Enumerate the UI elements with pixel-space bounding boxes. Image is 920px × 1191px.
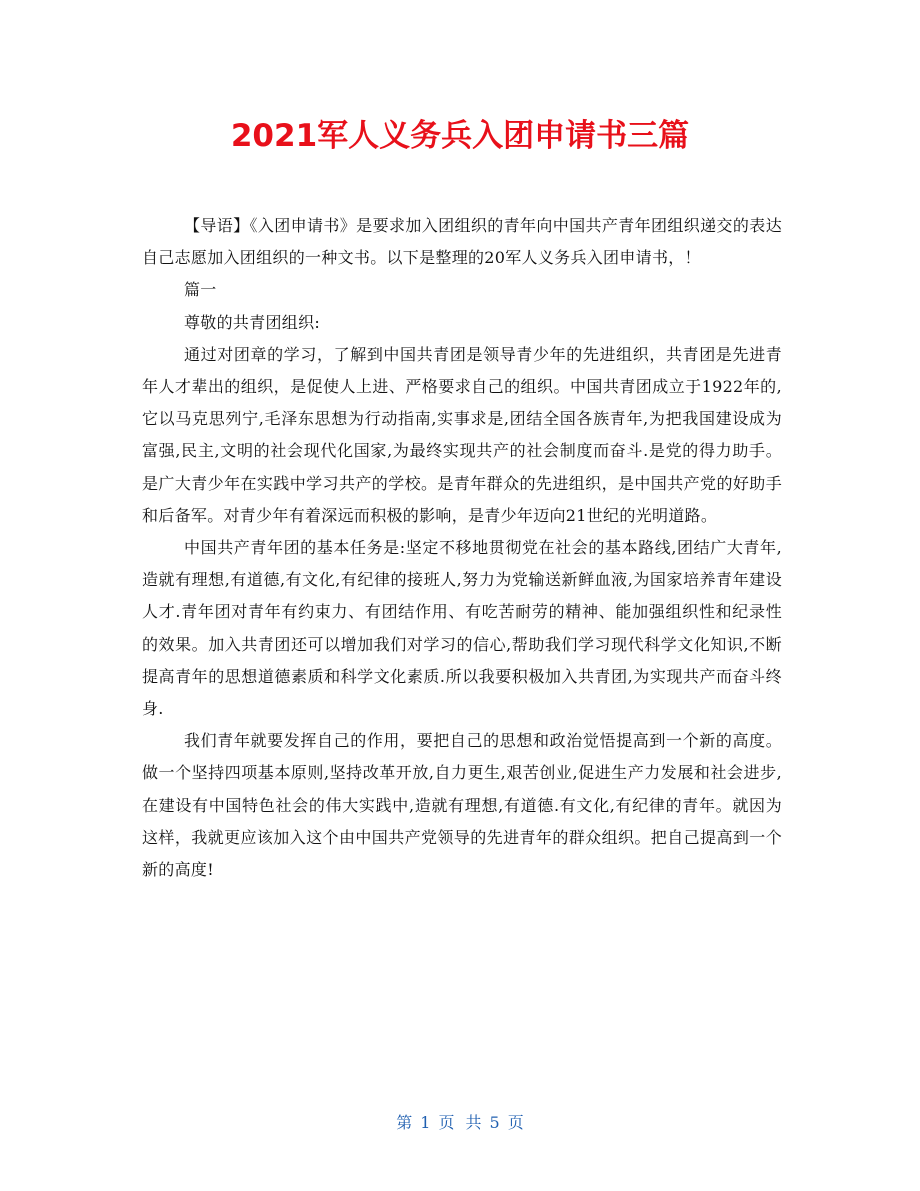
- document-body: [142, 210, 782, 886]
- body-paragraph: 通过对团章的学习，了解到中国共青团是领导青少年的先进组织，共青团是先进青年人才辈出的组织，是促使人上进、严格要求自己的组织。中国共青团成立于1922年的,它以马克思列宁,毛泽东思想为行动指南,实事求是,团结全国各族青年,为把我国建设成为富强,民主,文明的社会现代化国家,为最终实现共产的社会制度而奋斗.是党的得力助手。是广大青少年在实践中学习共产的学校。是青年群众的先进组织，是中国共产党的好助手和后备军。对青少年有着深远而积极的影响，是青少年迈向21世纪的光明道路。: [142, 344, 782, 525]
- document-title: 2021军人义务兵入团申请书三篇: [230, 118, 690, 154]
- page-label-suffix: 页: [507, 1113, 524, 1132]
- intro-paragraph: 【导语】《入团申请书》是要求加入团组织的青年向中国共产青年团组织递交的表达自己志愿加入团组织的一种文书。以下是整理的20军人义务兵入团申请书，！: [142, 216, 782, 268]
- page-number-current: 1: [420, 1113, 431, 1132]
- salutation: 尊敬的共青团组织:: [184, 312, 321, 332]
- body-paragraph: 我们青年就要发挥自己的作用，要把自己的思想和政治觉悟提高到一个新的高度。做一个坚持四项基本原则,坚持改革开放,自力更生,艰苦创业,促进生产力发展和社会进步,在建设有中国特色社会的伟大实践中,造就有理想,有道德.有文化,有纪律的青年。就因为这样，我就更应该加入这个由中国共产党领导的先进青年的群众组织。把自己提高到一个新的高度!: [142, 731, 782, 880]
- page-label-prefix: 第: [396, 1113, 413, 1132]
- section-heading: 篇一: [184, 280, 217, 300]
- page-label-mid: 页 共: [438, 1113, 482, 1132]
- page-footer: [0, 1111, 920, 1135]
- body-paragraph: 中国共产青年团的基本任务是:坚定不移地贯彻党在社会的基本路线,团结广大青年,造就有理想,有道德,有文化,有纪律的接班人,努力为党输送新鲜血液,为国家培养青年建设人才.青年团对青年有约束力、有团结作用、有吃苦耐劳的精神、能加强组织性和纪录性的效果。加入共青团还可以增加我们对学习的信心,帮助我们学习现代科学文化知识,不断提高青年的思想道德素质和科学文化素质.所以我要积极加入共青团,为实现共产而奋斗终身.: [142, 538, 782, 719]
- page-number-total: 5: [489, 1113, 500, 1132]
